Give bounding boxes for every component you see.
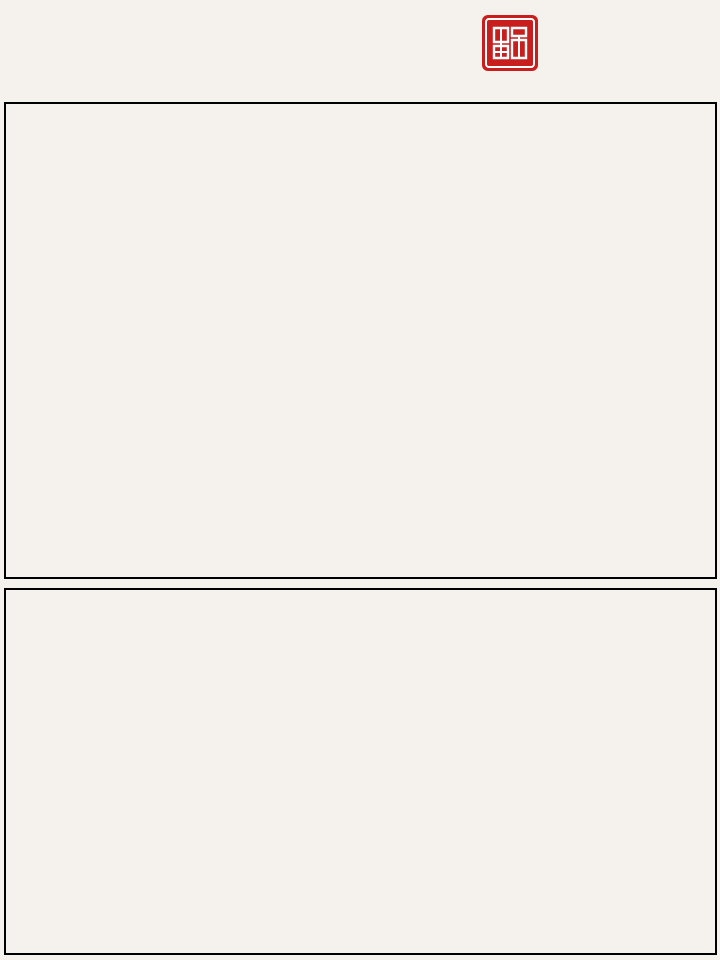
yearly-table (4, 588, 717, 955)
red-seal-icon (481, 14, 539, 72)
gender-line (12, 8, 372, 24)
header-info (12, 8, 372, 24)
qr-code-icon[interactable] (378, 20, 448, 90)
chart-grid (4, 102, 717, 579)
